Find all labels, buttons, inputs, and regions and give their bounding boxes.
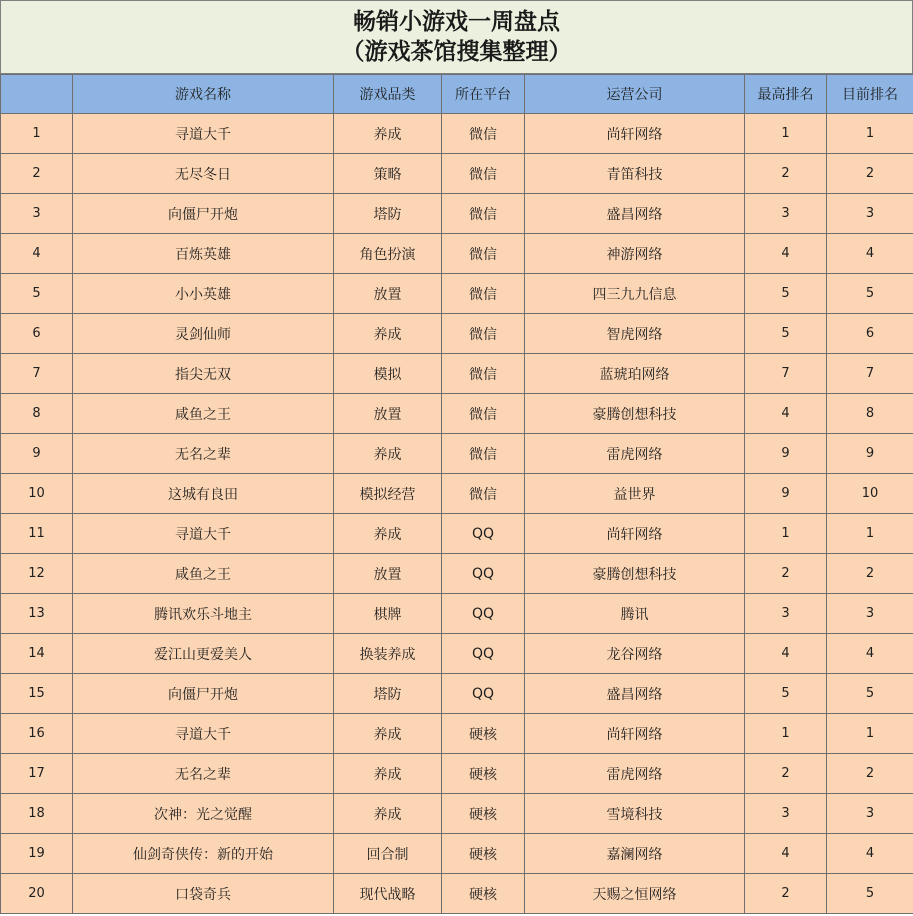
cell-best-rank: 4 (745, 634, 827, 674)
cell-index: 16 (1, 714, 73, 754)
cell-best-rank: 2 (745, 874, 827, 914)
cell-category: 模拟经营 (334, 474, 442, 514)
table-row (1, 234, 913, 274)
header-company: 运营公司 (525, 75, 745, 114)
cell-company: 尚轩网络 (525, 514, 745, 554)
table-row (1, 714, 913, 754)
cell-current-rank: 2 (827, 154, 913, 194)
cell-index: 17 (1, 754, 73, 794)
cell-company: 豪腾创想科技 (525, 394, 745, 434)
cell-current-rank: 6 (827, 314, 913, 354)
cell-best-rank: 1 (745, 714, 827, 754)
cell-index: 19 (1, 834, 73, 874)
cell-index: 15 (1, 674, 73, 714)
cell-current-rank: 10 (827, 474, 913, 514)
cell-current-rank: 3 (827, 594, 913, 634)
cell-best-rank: 3 (745, 194, 827, 234)
cell-game-name: 向僵尸开炮 (73, 674, 334, 714)
table-row (1, 114, 913, 154)
cell-best-rank: 9 (745, 474, 827, 514)
sheet-title (0, 0, 913, 74)
title-line-2: （游戏茶馆搜集整理） (341, 38, 572, 65)
cell-best-rank: 7 (745, 354, 827, 394)
cell-index: 9 (1, 434, 73, 474)
cell-company: 豪腾创想科技 (525, 554, 745, 594)
cell-game-name: 无名之辈 (73, 754, 334, 794)
cell-best-rank: 3 (745, 594, 827, 634)
table-row (1, 474, 913, 514)
cell-game-name: 无名之辈 (73, 434, 334, 474)
cell-best-rank: 5 (745, 674, 827, 714)
cell-game-name: 仙剑奇侠传：新的开始 (73, 834, 334, 874)
cell-index: 7 (1, 354, 73, 394)
cell-company: 盛昌网络 (525, 194, 745, 234)
cell-platform: 微信 (442, 434, 525, 474)
header-platform: 所在平台 (442, 75, 525, 114)
cell-game-name: 百炼英雄 (73, 234, 334, 274)
cell-category: 养成 (334, 434, 442, 474)
cell-best-rank: 3 (745, 794, 827, 834)
cell-category: 棋牌 (334, 594, 442, 634)
cell-best-rank: 4 (745, 234, 827, 274)
cell-category: 养成 (334, 114, 442, 154)
cell-current-rank: 2 (827, 754, 913, 794)
cell-platform: QQ (442, 634, 525, 674)
cell-category: 模拟 (334, 354, 442, 394)
cell-current-rank: 4 (827, 834, 913, 874)
cell-platform: 微信 (442, 354, 525, 394)
cell-company: 神游网络 (525, 234, 745, 274)
cell-best-rank: 4 (745, 834, 827, 874)
title-line-1: 畅销小游戏一周盘点 (353, 8, 560, 35)
cell-current-rank: 5 (827, 874, 913, 914)
cell-current-rank: 1 (827, 514, 913, 554)
cell-best-rank: 4 (745, 394, 827, 434)
table-row (1, 634, 913, 674)
cell-category: 放置 (334, 274, 442, 314)
cell-platform: 微信 (442, 314, 525, 354)
cell-category: 放置 (334, 394, 442, 434)
cell-current-rank: 8 (827, 394, 913, 434)
cell-company: 雷虎网络 (525, 434, 745, 474)
cell-category: 现代战略 (334, 874, 442, 914)
cell-index: 1 (1, 114, 73, 154)
header-best-rank: 最高排名 (745, 75, 827, 114)
cell-current-rank: 2 (827, 554, 913, 594)
cell-index: 3 (1, 194, 73, 234)
cell-current-rank: 5 (827, 674, 913, 714)
table-row (1, 354, 913, 394)
cell-platform: 微信 (442, 474, 525, 514)
cell-company: 智虎网络 (525, 314, 745, 354)
cell-company: 盛昌网络 (525, 674, 745, 714)
cell-game-name: 腾讯欢乐斗地主 (73, 594, 334, 634)
cell-game-name: 咸鱼之王 (73, 554, 334, 594)
table-row (1, 554, 913, 594)
cell-category: 策略 (334, 154, 442, 194)
cell-index: 18 (1, 794, 73, 834)
cell-game-name: 爱江山更爱美人 (73, 634, 334, 674)
cell-index: 13 (1, 594, 73, 634)
cell-company: 尚轩网络 (525, 714, 745, 754)
cell-platform: 硬核 (442, 834, 525, 874)
header-index (1, 75, 73, 114)
cell-category: 放置 (334, 554, 442, 594)
cell-best-rank: 2 (745, 754, 827, 794)
cell-company: 尚轩网络 (525, 114, 745, 154)
cell-best-rank: 2 (745, 154, 827, 194)
cell-company: 益世界 (525, 474, 745, 514)
cell-category: 养成 (334, 714, 442, 754)
cell-index: 20 (1, 874, 73, 914)
table-row (1, 834, 913, 874)
table-row (1, 394, 913, 434)
cell-category: 塔防 (334, 194, 442, 234)
cell-game-name: 寻道大千 (73, 514, 334, 554)
cell-index: 8 (1, 394, 73, 434)
cell-company: 四三九九信息 (525, 274, 745, 314)
cell-platform: 微信 (442, 154, 525, 194)
cell-category: 塔防 (334, 674, 442, 714)
cell-platform: 微信 (442, 234, 525, 274)
cell-current-rank: 4 (827, 234, 913, 274)
table-row (1, 194, 913, 234)
table-row (1, 154, 913, 194)
header-current-rank: 目前排名 (827, 75, 913, 114)
cell-category: 养成 (334, 754, 442, 794)
cell-company: 龙谷网络 (525, 634, 745, 674)
cell-platform: 微信 (442, 394, 525, 434)
cell-company: 雪境科技 (525, 794, 745, 834)
table-row (1, 514, 913, 554)
cell-best-rank: 5 (745, 314, 827, 354)
cell-game-name: 口袋奇兵 (73, 874, 334, 914)
cell-platform: QQ (442, 514, 525, 554)
cell-game-name: 寻道大千 (73, 714, 334, 754)
cell-category: 换装养成 (334, 634, 442, 674)
cell-platform: 微信 (442, 274, 525, 314)
table-row (1, 794, 913, 834)
cell-platform: QQ (442, 674, 525, 714)
cell-company: 蓝琥珀网络 (525, 354, 745, 394)
cell-game-name: 灵剑仙师 (73, 314, 334, 354)
cell-game-name: 次神：光之觉醒 (73, 794, 334, 834)
cell-index: 5 (1, 274, 73, 314)
cell-current-rank: 3 (827, 794, 913, 834)
cell-best-rank: 9 (745, 434, 827, 474)
cell-company: 嘉澜网络 (525, 834, 745, 874)
header-category: 游戏品类 (334, 75, 442, 114)
cell-category: 养成 (334, 514, 442, 554)
cell-index: 14 (1, 634, 73, 674)
cell-current-rank: 5 (827, 274, 913, 314)
cell-platform: 硬核 (442, 714, 525, 754)
cell-platform: 微信 (442, 194, 525, 234)
cell-platform: 硬核 (442, 874, 525, 914)
cell-category: 养成 (334, 794, 442, 834)
table-row (1, 754, 913, 794)
table-row (1, 594, 913, 634)
cell-game-name: 指尖无双 (73, 354, 334, 394)
cell-category: 养成 (334, 314, 442, 354)
cell-current-rank: 1 (827, 114, 913, 154)
cell-game-name: 寻道大千 (73, 114, 334, 154)
cell-index: 4 (1, 234, 73, 274)
cell-game-name: 无尽冬日 (73, 154, 334, 194)
cell-game-name: 咸鱼之王 (73, 394, 334, 434)
table-row (1, 314, 913, 354)
cell-index: 12 (1, 554, 73, 594)
cell-category: 角色扮演 (334, 234, 442, 274)
cell-company: 腾讯 (525, 594, 745, 634)
cell-current-rank: 4 (827, 634, 913, 674)
cell-company: 天赐之恒网络 (525, 874, 745, 914)
cell-index: 2 (1, 154, 73, 194)
cell-best-rank: 1 (745, 114, 827, 154)
cell-index: 10 (1, 474, 73, 514)
table-body (1, 114, 913, 914)
cell-company: 青笛科技 (525, 154, 745, 194)
cell-game-name: 这城有良田 (73, 474, 334, 514)
cell-company: 雷虎网络 (525, 754, 745, 794)
header-game-name: 游戏名称 (73, 75, 334, 114)
table-row (1, 274, 913, 314)
cell-best-rank: 2 (745, 554, 827, 594)
cell-game-name: 小小英雄 (73, 274, 334, 314)
table-row (1, 874, 913, 914)
header-row (1, 75, 913, 114)
cell-platform: QQ (442, 554, 525, 594)
cell-current-rank: 7 (827, 354, 913, 394)
cell-current-rank: 9 (827, 434, 913, 474)
ranking-table (0, 74, 913, 914)
cell-best-rank: 5 (745, 274, 827, 314)
cell-current-rank: 3 (827, 194, 913, 234)
table-row (1, 434, 913, 474)
cell-game-name: 向僵尸开炮 (73, 194, 334, 234)
cell-platform: 硬核 (442, 754, 525, 794)
cell-index: 11 (1, 514, 73, 554)
cell-category: 回合制 (334, 834, 442, 874)
table-row (1, 674, 913, 714)
cell-platform: 硬核 (442, 794, 525, 834)
cell-current-rank: 1 (827, 714, 913, 754)
cell-platform: 微信 (442, 114, 525, 154)
cell-index: 6 (1, 314, 73, 354)
cell-platform: QQ (442, 594, 525, 634)
cell-best-rank: 1 (745, 514, 827, 554)
